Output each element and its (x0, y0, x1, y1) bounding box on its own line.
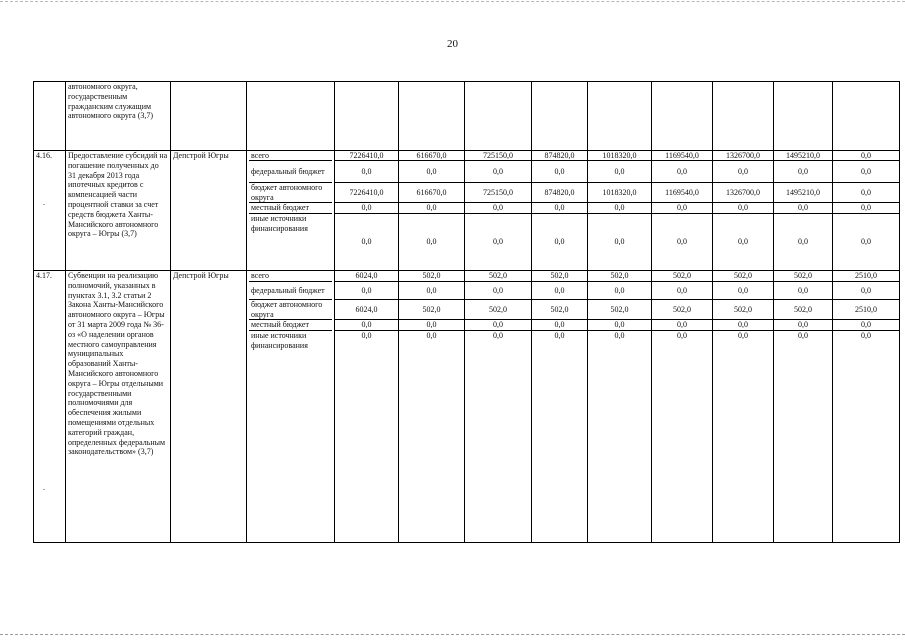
value-cell: 0,0 (335, 320, 398, 331)
table-row (34, 151, 900, 271)
value-cell: 0,0 (493, 237, 503, 247)
row-description: Предоставление субсидий на погашение полученных до 31 декабря 2013 года ипотечных кредитов с компенсацией части процентной ставки за счет средств бюджета Ханты-Мансийского автономного округа – Югры (3,7) (66, 151, 171, 271)
funding-sources (247, 151, 335, 271)
value-cell: 502,0 (588, 300, 651, 320)
value-cell: 6024,0 (335, 300, 398, 320)
value-cell: 502,0 (713, 271, 773, 282)
value-cell: 0,0 (493, 331, 503, 340)
value-cell: 502,0 (465, 300, 531, 320)
value-cell: 1495210,0 (774, 151, 832, 161)
continuation-description: автономного округа, государственным гражданским служащим автономного округа (3,7) (66, 82, 171, 151)
value-cell: 0,0 (798, 331, 808, 340)
value-cell: 0,0 (833, 183, 899, 203)
value-cell: 0,0 (614, 331, 625, 340)
value-cell: 0,0 (614, 237, 625, 247)
value-cell: 0,0 (774, 203, 832, 214)
value-cell: 0,0 (738, 331, 748, 340)
value-cell: 0,0 (774, 161, 832, 183)
budget-table (33, 81, 900, 543)
value-cell: 0,0 (399, 161, 464, 183)
value-cell: 2510,0 (833, 300, 899, 320)
value-cell: 0,0 (554, 331, 565, 340)
value-cell: 7226410,0 (335, 183, 398, 203)
value-cell: 502,0 (774, 271, 832, 282)
row-executor: Депстрой Югры (171, 271, 247, 543)
value-cell: 0,0 (774, 282, 832, 300)
value-cell: 0,0 (713, 161, 773, 183)
value-cell: 502,0 (465, 271, 531, 282)
value-cell: 0,0 (399, 320, 464, 331)
value-cell: 502,0 (652, 271, 712, 282)
value-cell: 1495210,0 (774, 183, 832, 203)
value-cell: 0,0 (677, 237, 687, 247)
value-cell: 1169540,0 (652, 151, 712, 161)
value-cell: 0,0 (833, 320, 899, 331)
funding-source-label: федеральный бюджет (249, 282, 332, 300)
value-column-3 (465, 151, 532, 271)
value-cell: 7226410,0 (335, 151, 398, 161)
value-cell: 0,0 (335, 282, 398, 300)
value-column-7 (713, 271, 774, 543)
value-column-7 (713, 151, 774, 271)
funding-source-label: всего (249, 151, 332, 161)
value-cell: 0,0 (652, 161, 712, 183)
value-cell: 0,0 (833, 161, 899, 183)
value-cell: 0,0 (861, 237, 871, 247)
value-cell: 0,0 (465, 320, 531, 331)
value-cell: 0,0 (652, 320, 712, 331)
value-column-3 (465, 271, 532, 543)
value-cell: 874820,0 (532, 151, 587, 161)
funding-source-label: иные источники финансирования (251, 214, 308, 233)
value-cell: 0,0 (738, 237, 748, 247)
value-cell: 0,0 (532, 203, 587, 214)
value-cell: 0,0 (335, 203, 398, 214)
value-cell: 1018320,0 (588, 183, 651, 203)
value-cell: 0,0 (588, 282, 651, 300)
value-cell: 1326700,0 (713, 151, 773, 161)
value-cell: 6024,0 (335, 271, 398, 282)
value-cell: 502,0 (532, 300, 587, 320)
funding-source-label: федеральный бюджет (249, 161, 332, 183)
funding-source-label: бюджет автономного округа (249, 183, 332, 203)
value-cell: 502,0 (399, 271, 464, 282)
value-cell: 0,0 (798, 237, 808, 247)
value-cell: 502,0 (713, 300, 773, 320)
value-cell: 0,0 (465, 203, 531, 214)
continuation-executor-cell (171, 82, 247, 151)
value-column-9 (833, 271, 900, 543)
value-cell: 1169540,0 (652, 183, 712, 203)
value-cell: 0,0 (833, 203, 899, 214)
table-row (34, 271, 900, 543)
value-cell: 0,0 (588, 203, 651, 214)
continuation-source-cell (247, 82, 335, 151)
value-cell: 874820,0 (532, 183, 587, 203)
value-cell: 616670,0 (399, 151, 464, 161)
top-scan-edge (0, 1, 905, 2)
value-cell: 0,0 (335, 161, 398, 183)
value-column-9 (833, 151, 900, 271)
value-cell: 0,0 (465, 282, 531, 300)
funding-source-label: местный бюджет (249, 320, 332, 331)
value-column-5 (588, 271, 652, 543)
value-cell: 616670,0 (399, 183, 464, 203)
value-cell: 725150,0 (465, 151, 531, 161)
row-number: 4.16. (34, 151, 66, 271)
bottom-scan-edge (0, 634, 905, 635)
row-description: Субвенции на реализацию полномочий, указанных в пунктах 3.1, 3.2 статьи 2 Закона Ханты-Мансийского автономного округа – Югры от 31 марта 2009 года № 36-оз «О наделении органов местного самоуправления муниципальных образований Ханты-Мансийского автономного округа – Югры отдельными государственными полномочиями для обеспечения жилыми помещениями отдельных категорий граждан, определенных федеральным законодательством» (3,7) (66, 271, 171, 543)
value-cell: 502,0 (588, 271, 651, 282)
value-cell: 0,0 (532, 320, 587, 331)
value-column-1 (335, 271, 399, 543)
value-cell: 0,0 (652, 203, 712, 214)
value-cell: 0,0 (774, 320, 832, 331)
value-cell: 502,0 (399, 300, 464, 320)
value-cell: 0,0 (713, 282, 773, 300)
value-cell: 1018320,0 (588, 151, 651, 161)
value-cell: 0,0 (399, 282, 464, 300)
funding-source-label: иные источники финансирования (251, 331, 308, 350)
value-cell: 0,0 (361, 237, 372, 247)
value-column-4 (532, 271, 588, 543)
margin-mark: . (43, 198, 45, 207)
value-cell: 0,0 (554, 237, 565, 247)
value-cell: 0,0 (713, 203, 773, 214)
value-cell: 0,0 (677, 331, 687, 340)
value-cell: 0,0 (532, 282, 587, 300)
value-cell: 0,0 (532, 161, 587, 183)
value-cell: 0,0 (399, 203, 464, 214)
value-cell: 0,0 (833, 151, 899, 161)
value-cell: 0,0 (861, 331, 871, 340)
page-number: 20 (447, 38, 458, 50)
value-cell: 0,0 (465, 161, 531, 183)
value-cell: 0,0 (588, 320, 651, 331)
value-cell: 2510,0 (833, 271, 899, 282)
row-executor: Депстрой Югры (171, 151, 247, 271)
value-column-8 (774, 151, 833, 271)
funding-source-label: бюджет автономного округа (249, 300, 332, 320)
continuation-num-cell (34, 82, 66, 151)
value-column-6 (652, 271, 713, 543)
value-cell: 0,0 (713, 320, 773, 331)
value-cell: 0,0 (361, 331, 372, 340)
margin-mark: . (43, 483, 45, 492)
funding-source-label: всего (249, 271, 332, 282)
value-cell: 1326700,0 (713, 183, 773, 203)
value-column-6 (652, 151, 713, 271)
funding-source-label: местный бюджет (249, 203, 332, 214)
value-column-2 (399, 271, 465, 543)
value-cell: 0,0 (652, 282, 712, 300)
value-cell: 0,0 (833, 282, 899, 300)
value-column-2 (399, 151, 465, 271)
value-cell: 0,0 (588, 161, 651, 183)
value-column-8 (774, 271, 833, 543)
row-number: 4.17. (34, 271, 66, 543)
value-column-4 (532, 151, 588, 271)
value-cell: 502,0 (532, 271, 587, 282)
funding-sources (247, 271, 335, 543)
continuation-row (34, 82, 900, 151)
value-column-5 (588, 151, 652, 271)
value-column-1 (335, 151, 399, 271)
value-cell: 502,0 (652, 300, 712, 320)
value-cell: 502,0 (774, 300, 832, 320)
value-cell: 725150,0 (465, 183, 531, 203)
value-cell: 0,0 (426, 237, 437, 247)
value-cell: 0,0 (426, 331, 437, 340)
